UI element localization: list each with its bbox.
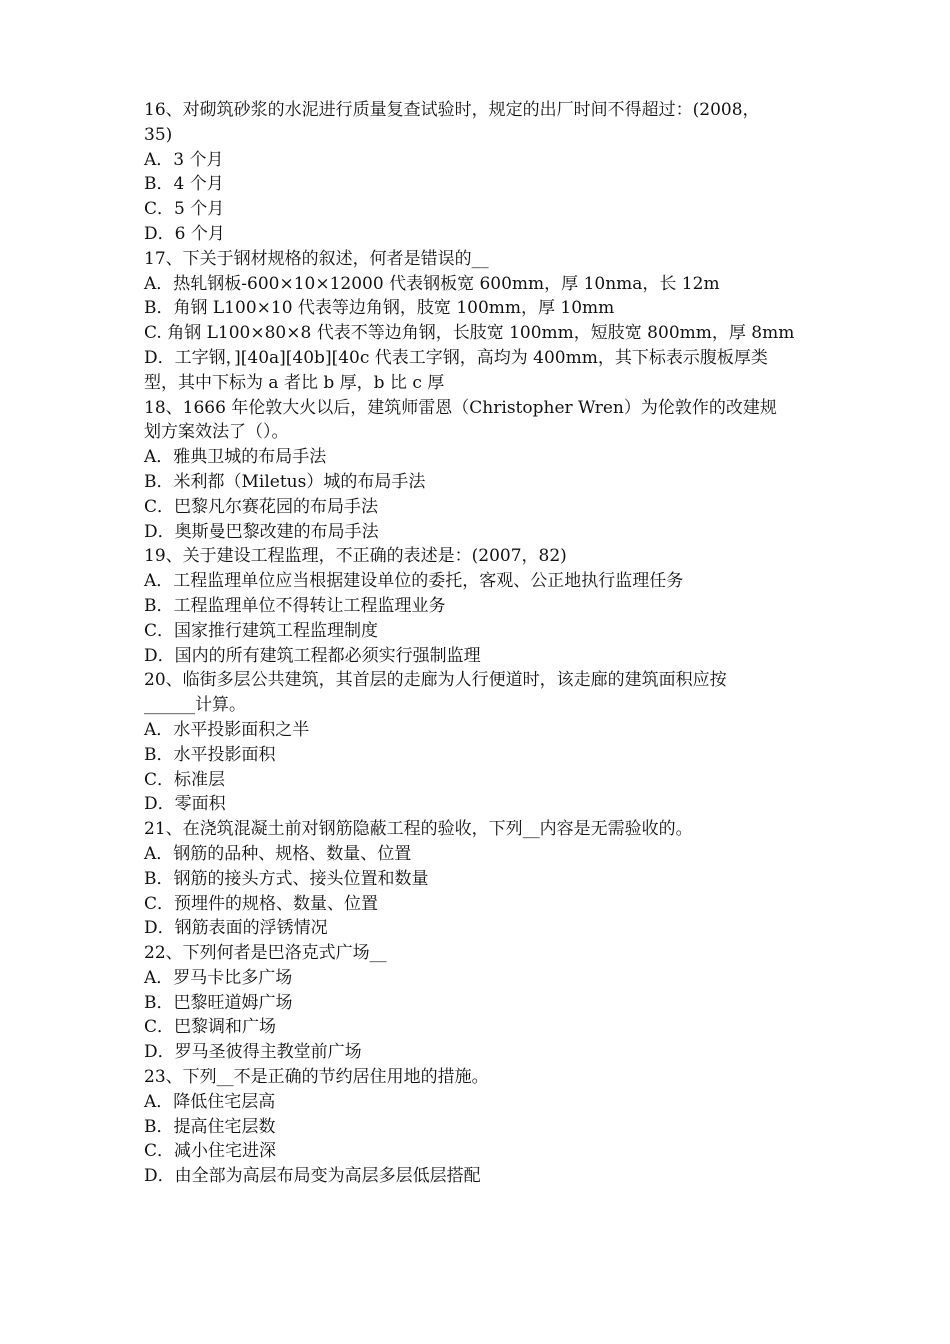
option-c: C. 角钢 L100×80×8 代表不等边角钢，长肢宽 100mm，短肢宽 800mm，厚 8mm bbox=[144, 323, 795, 344]
option-b: B．水平投影面积 bbox=[144, 744, 276, 765]
question-stem: 18、1666 年伦敦大火以后，建筑师雷恩（Christopher Wren）为伦敦作的改建规 bbox=[144, 397, 777, 418]
question-19 bbox=[144, 544, 814, 668]
option-a: A．水平投影面积之半 bbox=[144, 719, 310, 740]
option-d: D．零面积 bbox=[144, 794, 226, 815]
option-c: C．巴黎调和广场 bbox=[144, 1017, 277, 1038]
question-17 bbox=[144, 247, 814, 396]
option-c: C．5 个月 bbox=[144, 199, 225, 220]
question-stem: 21、在浇筑混凝土前对钢筋隐蔽工程的验收，下列__内容是无需验收的。 bbox=[144, 819, 693, 840]
option-b: B．巴黎旺道姆广场 bbox=[144, 992, 293, 1013]
option-b: B．工程监理单位不得转让工程监理业务 bbox=[144, 595, 446, 616]
option-c: C．标准层 bbox=[144, 769, 226, 790]
question-22 bbox=[144, 941, 814, 1065]
option-b: B．米利都（Miletus）城的布局手法 bbox=[144, 471, 426, 492]
option-c: C．减小住宅进深 bbox=[144, 1141, 277, 1162]
question-stem: 22、下列何者是巴洛克式广场__ bbox=[144, 943, 387, 964]
option-d: D．工字钢，][40a][40b][40c 代表工字钢，高均为 400mm，其下标表示腹板厚类 bbox=[144, 347, 768, 368]
question-23 bbox=[144, 1065, 814, 1189]
option-c: C．预埋件的规格、数量、位置 bbox=[144, 893, 379, 914]
question-stem: 35) bbox=[144, 124, 173, 145]
option-d-continued: 型，其中下标为 a 者比 b 厚，b 比 c 厚 bbox=[144, 372, 445, 393]
question-stem: 17、下关于钢材规格的叙述，何者是错误的__ bbox=[144, 248, 489, 269]
question-18 bbox=[144, 396, 814, 545]
option-a: A．热轧钢板-600×10×12000 代表钢板宽 600mm，厚 10nma，长 12m bbox=[144, 273, 720, 294]
option-a: A．3 个月 bbox=[144, 149, 224, 170]
question-stem: 19、关于建设工程监理，不正确的表述是：(2007，82) bbox=[144, 546, 567, 567]
option-b: B．提高住宅层数 bbox=[144, 1116, 276, 1137]
option-b: B．角钢 L100×10 代表等边角钢，肢宽 100mm，厚 10mm bbox=[144, 298, 615, 319]
question-stem: 16、对砌筑砂浆的水泥进行质量复查试验时，规定的出厂时间不得超过：(2008， bbox=[144, 100, 760, 120]
question-stem: 20、临街多层公共建筑，其首层的走廊为人行便道时，该走廊的建筑面积应按 bbox=[144, 670, 727, 691]
option-c: C．巴黎凡尔赛花园的布局手法 bbox=[144, 496, 379, 517]
option-d: D．罗马圣彼得主教堂前广场 bbox=[144, 1042, 362, 1063]
option-d: D．国内的所有建筑工程都必须实行强制监理 bbox=[144, 645, 481, 666]
option-d: D．钢筋表面的浮锈情况 bbox=[144, 918, 328, 939]
option-b: B．4 个月 bbox=[144, 174, 224, 195]
option-d: D．奥斯曼巴黎改建的布局手法 bbox=[144, 521, 379, 542]
document-page bbox=[144, 98, 814, 1189]
option-a: A．钢筋的品种、规格、数量、位置 bbox=[144, 843, 412, 864]
option-b: B．钢筋的接头方式、接头位置和数量 bbox=[144, 868, 429, 889]
question-21 bbox=[144, 817, 814, 941]
question-stem: 划方案效法了（）。 bbox=[144, 422, 289, 443]
question-stem: 23、下列__不是正确的节约居住用地的措施。 bbox=[144, 1067, 489, 1088]
option-a: A．降低住宅层高 bbox=[144, 1091, 276, 1112]
option-d: D．6 个月 bbox=[144, 223, 225, 244]
option-c: C．国家推行建筑工程监理制度 bbox=[144, 620, 379, 641]
question-16 bbox=[144, 98, 814, 247]
option-a: A．雅典卫城的布局手法 bbox=[144, 447, 327, 468]
option-d: D．由全部为高层布局变为高层多层低层搭配 bbox=[144, 1166, 481, 1187]
question-20 bbox=[144, 668, 814, 817]
question-stem: ______计算。 bbox=[144, 695, 246, 716]
option-a: A．罗马卡比多广场 bbox=[144, 967, 293, 988]
option-a: A．工程监理单位应当根据建设单位的委托，客观、公正地执行监理任务 bbox=[144, 571, 684, 592]
